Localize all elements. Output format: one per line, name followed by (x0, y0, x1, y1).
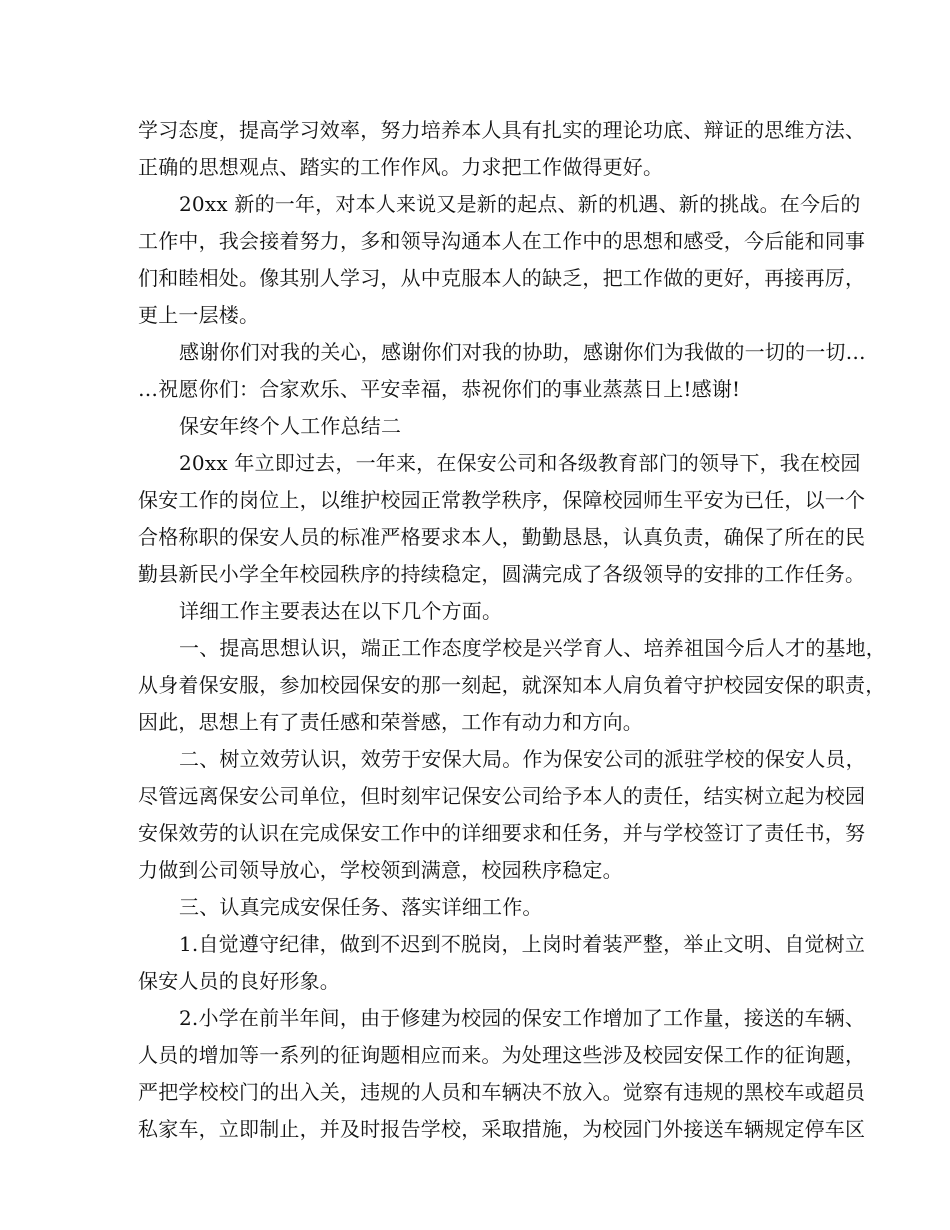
text-line: 工作中，我会接着努力，多和领导沟通本人在工作中的思想和感受，今后能和同事 (138, 229, 866, 253)
text-line: 2.小学在前半年间，由于修建为校园的保安工作增加了工作量，接送的车辆、 (179, 1006, 866, 1030)
text-line: 正确的思想观点、踏实的工作作风。力求把工作做得更好。 (138, 155, 664, 179)
text-line: 20xx 年立即过去，一年来，在保安公司和各级教育部门的领导下，我在校园 (179, 451, 861, 475)
text-line: 勤县新民小学全年校园秩序的持续稳定，圆满完成了各级领导的安排的工作任务。 (138, 562, 866, 586)
text-line: 力做到公司领导放心，学校领到满意，校园秩序稳定。 (138, 858, 623, 882)
text-line: 尽管远离保安公司单位，但时刻牢记保安公司给予本人的责任，结实树立起为校园 (138, 784, 866, 808)
text-line: 安保效劳的认识在完成保安工作中的详细要求和任务，并与学校签订了责任书，努 (138, 821, 866, 845)
document-body (138, 112, 886, 1148)
text-line: 1.自觉遵守纪律，做到不迟到不脱岗，上岗时着装严整，举止文明、自觉树立 (179, 932, 866, 956)
text-line: 们和睦相处。像其别人学习，从中克服本人的缺乏，把工作做的更好，再接再厉， (138, 266, 866, 290)
text-line: 二、树立效劳认识，效劳于安保大局。作为保安公司的派驻学校的保安人员， (179, 747, 866, 771)
text-line: 保安人员的良好形象。 (138, 969, 340, 993)
text-line: …祝愿你们：合家欢乐、平安幸福，恭祝你们的事业蒸蒸日上!感谢! (138, 377, 741, 401)
text-line: 从身着保安服，参加校园保安的那一刻起，就深知本人肩负着守护校园安保的职责， (138, 673, 886, 697)
text-line: 学习态度，提高学习效率，努力培养本人具有扎实的理论功底、辩证的思维方法、 (138, 118, 866, 142)
text-line: 三、认真完成安保任务、落实详细工作。 (179, 895, 543, 919)
text-line: 人员的增加等一系列的征询题相应而来。为处理这些涉及校园安保工作的征询题， (138, 1043, 866, 1067)
text-line: 私家车，立即制止，并及时报告学校，采取措施，为校园门外接送车辆规定停车区 (138, 1117, 866, 1141)
text-line: 合格称职的保安人员的标准严格要求本人，勤勤恳恳，认真负责，确保了所在的民 (138, 525, 866, 549)
text-line: 感谢你们对我的关心，感谢你们对我的协助，感谢你们为我做的一切的一切… (179, 340, 866, 364)
text-line: 更上一层楼。 (138, 303, 260, 327)
text-line: 20xx 新的一年，对本人来说又是新的起点、新的机遇、新的挑战。在今后的 (179, 192, 861, 216)
text-line: 详细工作主要表达在以下几个方面。 (179, 599, 503, 623)
text-line: 保安工作的岗位上，以维护校园正常教学秩序，保障校园师生平安为已任，以一个 (138, 488, 866, 512)
text-line: 保安年终个人工作总结二 (179, 414, 402, 438)
text-line: 严把学校校门的出入关，违规的人员和车辆决不放入。觉察有违规的黑校车或超员 (138, 1080, 866, 1104)
text-line: 因此，思想上有了责任感和荣誉感，工作有动力和方向。 (138, 710, 643, 734)
text-line: 一、提高思想认识，端正工作态度学校是兴学育人、培养祖国今后人才的基地， (179, 636, 886, 660)
